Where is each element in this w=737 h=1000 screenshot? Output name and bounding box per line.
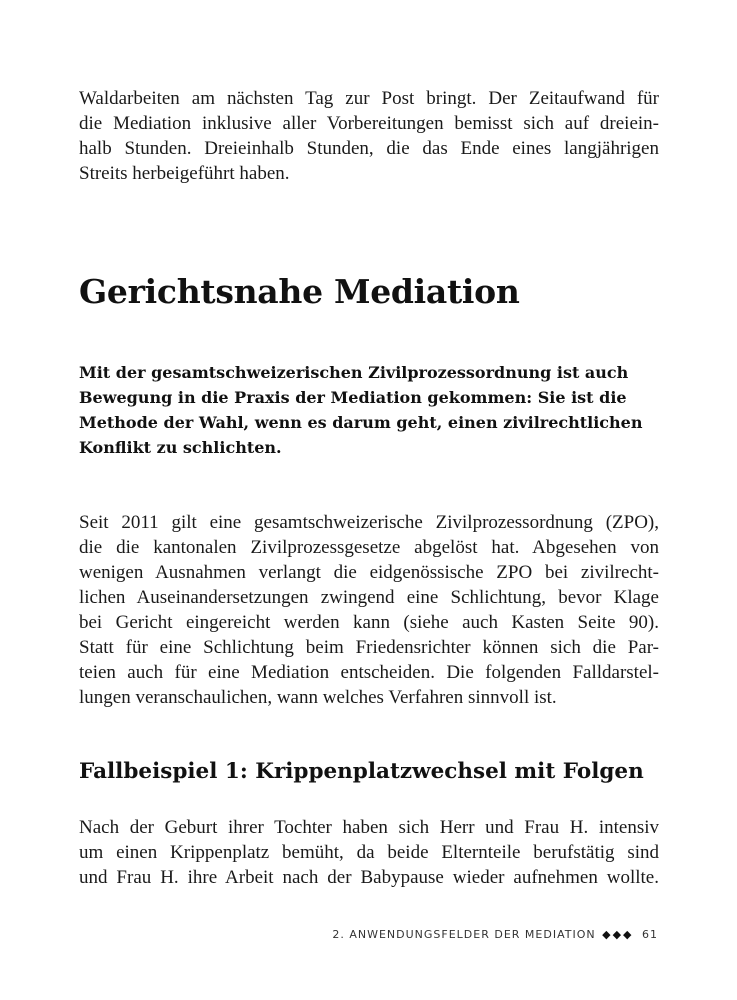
text-line: wenigen Ausnahmen verlangt die eidgenössische ZPO bei zivilrecht-: [79, 562, 659, 583]
section-body-paragraph: [79, 510, 659, 710]
text-line: Waldarbeiten am nächsten Tag zur Post bringt. Der Zeitaufwand für: [79, 88, 659, 109]
text-line: bei Gericht eingereicht werden kann (siehe auch Kasten Seite 90).: [79, 612, 659, 633]
text-line: um einen Krippenplatz bemüht, da beide Elternteile berufstätig sind: [79, 842, 659, 863]
chapter-title: 2. ANWENDUNGSFELDER DER MEDIATION: [332, 928, 596, 941]
text-line: lungen veranschaulichen, wann welches Verfahren sinnvoll ist.: [79, 687, 557, 708]
lead-line: Bewegung in die Praxis der Mediation gekommen: Sie ist die: [79, 388, 627, 407]
text-line: Streits herbeigeführt haben.: [79, 163, 290, 184]
case-title: Fallbeispiel 1: Krippenplatzwechsel mit Folgen: [79, 759, 644, 784]
page-number: 61: [642, 928, 658, 941]
lead-line: Konflikt zu schlichten.: [79, 438, 282, 457]
text-line: Statt für eine Schlichtung beim Friedensrichter können sich die Par-: [79, 637, 659, 658]
text-line: die die kantonalen Zivilprozessgesetze abgelöst hat. Abgesehen von: [79, 537, 659, 558]
section-title: Gerichtsnahe Mediation: [79, 272, 520, 311]
text-line: die Mediation inklusive aller Vorbereitungen bemisst sich auf dreiein-: [79, 113, 659, 134]
text-line: Seit 2011 gilt eine gesamtschweizerische Zivilprozessordnung (ZPO),: [79, 512, 659, 533]
text-line: und Frau H. ihre Arbeit nach der Babypause wieder aufnehmen wollte.: [79, 867, 659, 888]
text-line: Nach der Geburt ihrer Tochter haben sich Herr und Frau H. intensiv: [79, 817, 659, 838]
section-lead: [79, 360, 643, 460]
text-line: halb Stunden. Dreieinhalb Stunden, die das Ende eines langjährigen: [79, 138, 659, 159]
text-line: lichen Auseinandersetzungen zwingend eine Schlichtung, bevor Klage: [79, 587, 659, 608]
page-footer: [332, 928, 658, 941]
case-body-paragraph: [79, 815, 659, 890]
lead-line: Methode der Wahl, wenn es darum geht, einen zivilrechtlichen: [79, 413, 643, 432]
intro-paragraph: [79, 86, 659, 186]
diamond-ornament-icon: ◆◆◆: [602, 928, 634, 941]
lead-line: Mit der gesamtschweizerischen Zivilprozessordnung ist auch: [79, 363, 629, 382]
text-line: teien auch für eine Mediation entscheiden. Die folgenden Falldarstel-: [79, 662, 659, 683]
